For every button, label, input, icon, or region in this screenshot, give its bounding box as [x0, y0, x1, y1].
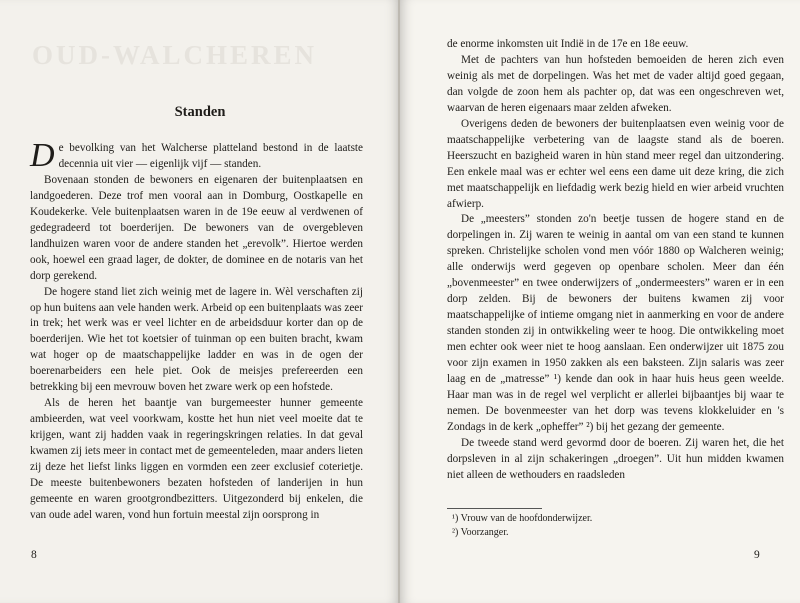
paragraph-4: Als de heren het baantje van burgemeester hunner gemeente ambieerden, wat veel voorkwam, kostte het hun niet veel moeite dat te krijgen, want zij hadden vaak in regeringskringen relaties. In dat geval kwamen zij iets meer in contact met de gemeenteleden, maar anders lieten zij deze het liefst links liggen en vormden een zeer exclusief coterietje. De meeste buitenbewoners bezaten hofsteden of landerijen in hun gemeente en waren grootgrondbezitters. Uitgezonderd bij enkelen, die van oude adel waren, vond hun fortuin meestal zijn oorsprong in [30, 397, 363, 521]
running-head: OUD-WALCHEREN [32, 40, 318, 70]
paragraph-1: de enorme inkomsten uit Indië in de 17e en 18e eeuw. [447, 38, 689, 50]
footnote-2: ²) Voorzanger. [452, 527, 509, 538]
footnotes [452, 512, 752, 540]
section-title: Standen [174, 104, 226, 120]
paragraph-2: Bovenaan stonden de bewoners en eigenaren der buitenplaatsen en landgoederen. Deze trof men vooral aan in Domburg, Oostkapelle en Koudekerke. Vele buitenplaatsen waren in de 19e eeuw al verdwenen of gedegradeerd tot boerderijen. De bewoners van de overgebleven landhuizen waren voor de andere standen het „erevolk”. Hiertoe werden ook, hoewel een graad lager, de dokter, de dominee en de notaris van het dorp gerekend. [30, 173, 363, 282]
paragraph-4: De „meesters” stonden zo'n beetje tussen de hogere stand en de dorpelingen in. Zij waren te weinig in aantal om van een stand te kunnen spreken. Christelijke scholen vond men vóór 1880 op Walcheren weinig; alle onderwijs werd gegeven op openbare scholen. Meer dan één „bovenmeester” en twee onderwijzers of „ondermeesters” waren er in een dorp zelden. Bij de bewoners der buitens kwamen zij voor maatschappelijke of intieme omgang niet in aanmerking en voor de andere standen stonden zij in ontwikkeling weer te hoog. Die ontwikkeling moet men echter ook weer niet te hoog aanslaan. Een onderwijzer uit 1875 zou voor zijn examen in 1950 zakken als een baksteen. Zijn salaris was zeer laag en de „matresse” ¹) kende dan ook in haar huis heus geen weelde. Haar man was in de regel wel verplicht er allerlei bijbaantjes bij waar te nemen. De bovenmeester van het dorp was tevens klokkeluider en 's Zondags in de kerk „opheffer” ²) bij het gezang der gemeente. [447, 213, 784, 433]
paragraph-3: Overigens deden de bewoners der buitenplaatsen even weinig voor de maatschappelijke verbetering van de laagste stand als de boeren. Heerszucht en bazigheid waren in hùn stand meer regel dan uitzondering. Een enkele maal was er echter wel eens een dame uit deze kring, die zich met maatschappelijk en liefdadig werk bezig hield en wier arbeid vruchten afwierp. [447, 117, 784, 210]
footnote-1: ¹) Vrouw van de hoofdonderwijzer. [452, 513, 593, 524]
page-number-right: 9 [754, 549, 760, 561]
page-number-left: 8 [31, 549, 37, 561]
paragraph-2: Met de pachters van hun hofsteden bemoeiden de heren zich even weinig als met de dorpelingen. Was het met de vader altijd goed gegaan, dan volgde de zoon hem als pachter op, dat was een ongeschreven wet, waarvan de heren eigenaars maar zelden afweken. [447, 53, 784, 114]
left-body-text [30, 137, 363, 524]
paragraph-3: De hogere stand liet zich weinig met de lagere in. Wèl verschaften zij op hun buitens aan vele handen werk. Arbeid op een buitenplaats was zeer in trek; het werk was er veel lichter en de arbeidsduur korter dan op de boerderijen. Wie het tot koetsier of tuinman op een buiten bracht, kwam wat hoger op de maatschappelijke ladder en was in de ogen der boerenarbeiders een hele piet. Ook de meisjes prefereerden een betrekking bij een mevrouw boven het zware werk op een hofstede. [30, 285, 363, 394]
paragraph-1: De bevolking van het Walcherse platteland bestond in de laatste decennia uit vier — eigenlijk vijf — standen. [30, 137, 363, 174]
dropcap: D [30, 137, 55, 174]
paragraph-5: De tweede stand werd gevormd door de boeren. Zij waren het, die het dorpsleven in al zijn schakeringen „droegen”. Uit hun midden kwamen niet alleen de wethouders en raadsleden [447, 436, 784, 481]
footnote-rule [447, 508, 542, 509]
right-body-text [447, 37, 784, 484]
